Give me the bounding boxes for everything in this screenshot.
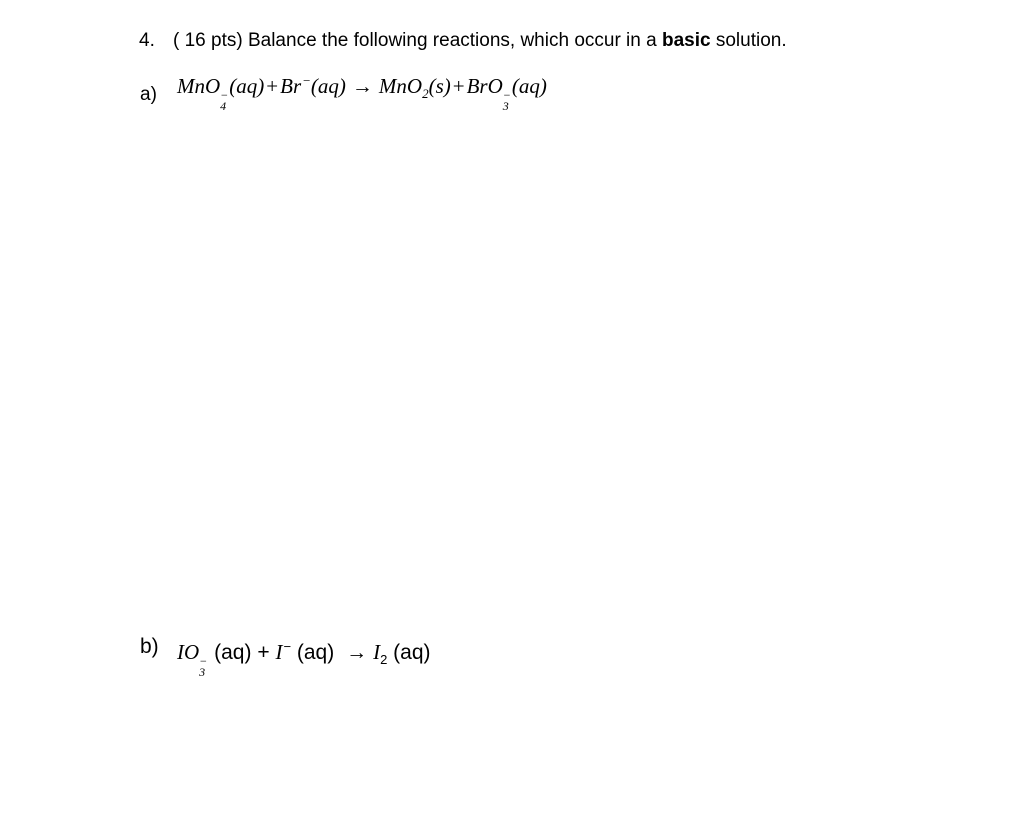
species-i2: $I_2$ [373, 640, 388, 667]
reaction-arrow-b: → [346, 641, 368, 664]
bro3-charge: − [502, 88, 511, 102]
state-io3: (aq) [214, 641, 252, 664]
species-br: Br− [280, 73, 311, 98]
part-a-label: a) [140, 84, 157, 105]
mno4-charge: − [220, 88, 229, 102]
question-text-before: ( 16 pts) Balance the following reactions, which occur in a [173, 30, 662, 51]
species-bro3: BrO − 3 [466, 74, 511, 113]
state-br: (aq) [310, 74, 346, 98]
br-charge: − [302, 73, 311, 88]
species-mno2: MnO$_2$ [378, 74, 429, 101]
state-mno4: (aq) [229, 74, 265, 98]
species-mno4: MnO − 4 [177, 74, 229, 113]
mno4-subscript: 4 [220, 99, 227, 113]
bro3-subscript: 3 [502, 99, 509, 113]
reaction-arrow: → [351, 74, 373, 98]
iodide-charge: − [283, 639, 292, 654]
state-iodide: (aq) [296, 641, 335, 664]
species-iodide: I− [275, 639, 292, 664]
part-a-equation [177, 67, 547, 112]
plus-sign: + [266, 74, 279, 98]
plus-sign-2: + [452, 74, 465, 98]
state-bro3: (aq) [511, 74, 547, 98]
part-b-equation [177, 632, 431, 678]
io3-subscript: 3 [199, 665, 206, 679]
question-header [139, 28, 787, 54]
question-number: 4. [139, 30, 155, 51]
state-mno2: (s) [428, 74, 451, 98]
part-b-label: b) [140, 635, 159, 658]
mno2-subscript: 2 [422, 86, 429, 101]
species-io3: IO − 3 [177, 640, 208, 679]
state-i2: (aq) [393, 641, 431, 664]
io3-charge: − [199, 654, 208, 668]
i2-subscript: 2 [380, 652, 388, 667]
question-text-after: solution. [710, 30, 787, 51]
question-text-bold: basic [661, 30, 711, 51]
plus-sign-b: + [257, 641, 270, 664]
